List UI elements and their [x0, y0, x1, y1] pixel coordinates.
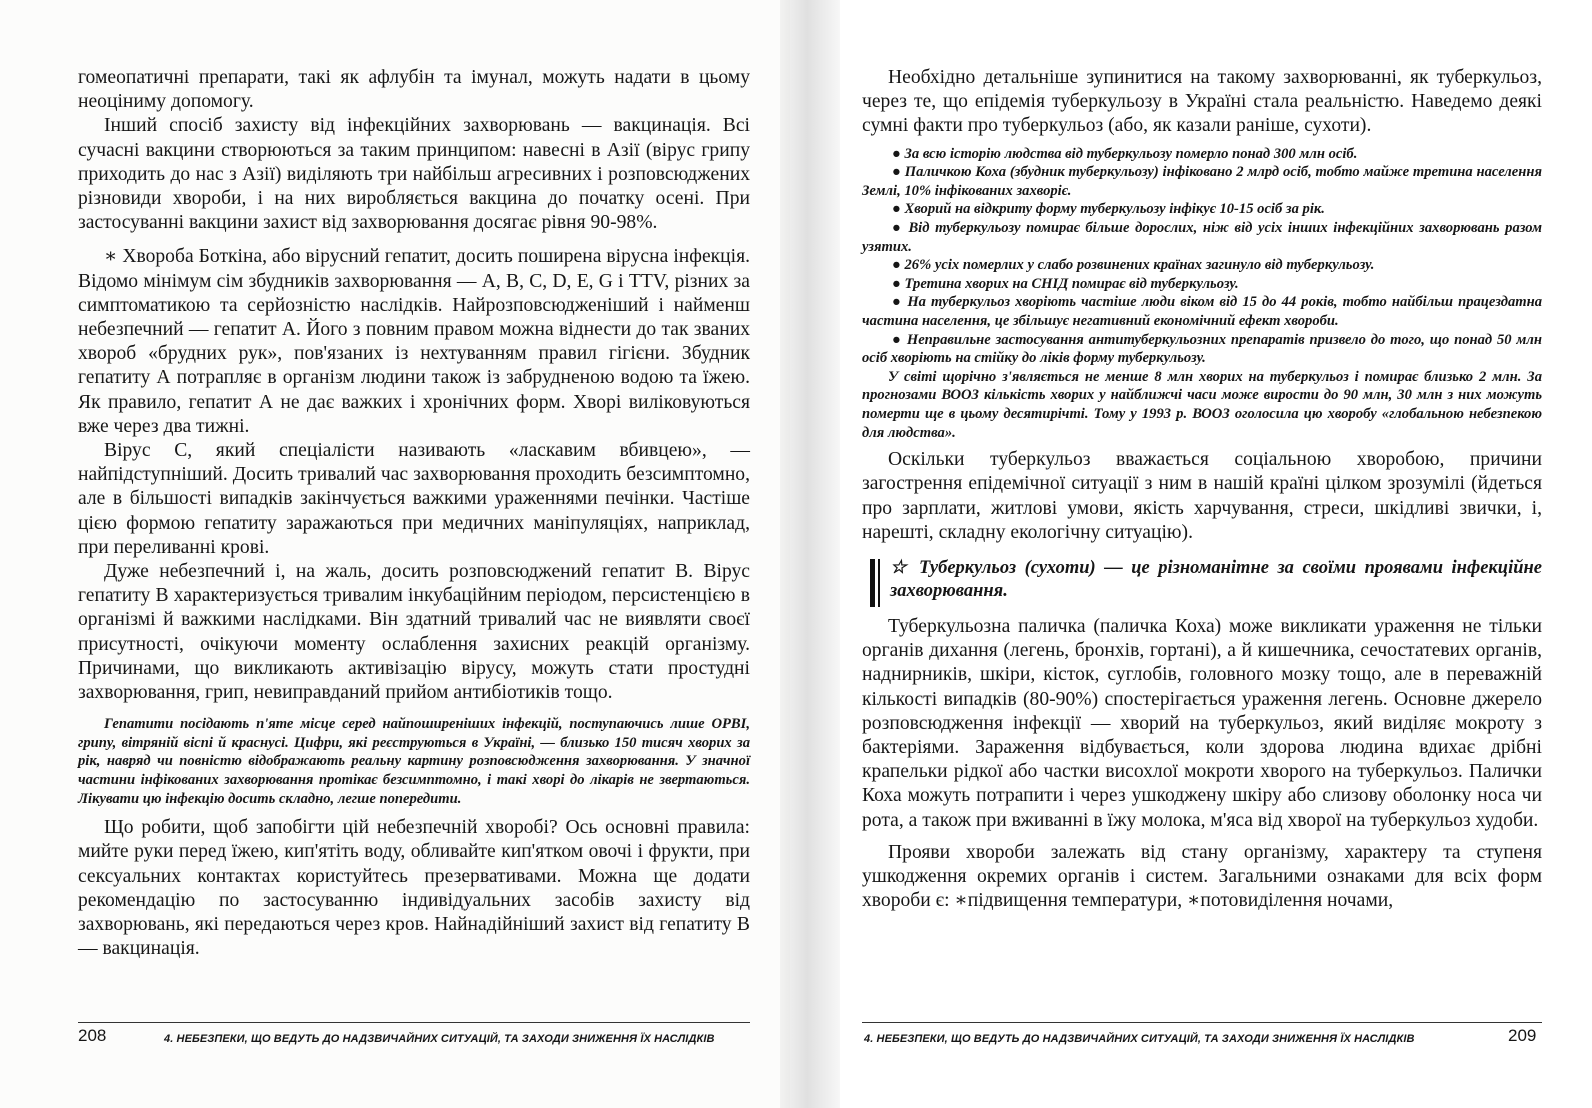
left-running-title-wrap [164, 1029, 715, 1047]
paragraph-prevention: Що робити, щоб запобігти цій небезпечній хворобі? Ось основні правила: мийте руки перед їжею, кип'ятіть воду, обливайте кип'ятком овочі і фрукти, при сексуальних контактах користуйтесь презервативами. Можна ще додати рекомендацію по застосуванню індивідуальних засобів захисту від захворювань, які передаються через кров. Найнадійніший захист від гепатиту В — вакцинація. [78, 817, 750, 960]
definition-text: ☆ Туберкульоз (сухоти) — це різноманітне за своїми проявами інфекційне захворювання. [890, 557, 1542, 601]
left-text-column [78, 66, 750, 961]
fact-item: ● На туберкульоз хворіють частіше люди віком від 15 до 44 років, тобто найбільш працездатна частина населення, це збільшує негативний економічний ефект хвороби. [862, 293, 1542, 330]
paragraph-hepatitis-b: Дуже небезпечний і, на жаль, досить розповсюджений гепатит В. Вірус гепатиту В характеризується тривалим інкубаційним періодом, персистенцією в організмі й важкими наслідками. Він здатний тривалий час не виявляти своєї присутності, очікуючи моменту ослаблення захисних реакцій організму. Причинами, що викликають активізацію вірусу, можуть стати простудні захворювання, грип, невиправданий прийом антибіотиків тощо. [78, 561, 750, 704]
paragraph-vaccination: Інший спосіб захисту від інфекційних захворювань — вакцинація. Всі сучасні вакцини створюються за таким принципом: навесні в Азії (вірус грипу приходить до нас з Азії) виділяють три найбільш агресивних і розповсюджених різновиди хвороби, і на них виробляється вакцина до початку осені. При застосуванні вакцини захист від захворювання досягає рівня 90-98%. [78, 115, 750, 234]
paragraph-bacillus: Туберкульозна паличка (паличка Коха) може викликати ураження не тільки органів дихання (легень, бронхів, гортані), а й кишечника, сечостатевих органів, наднирників, шкіри, кісток, суглобів, головного мозку тощо, але в переважній кількості випадків (80-90%) спостерігається ураження легень. Основне джерело розповсюдження інфекції — хворий на туберкульоз, який виділяє мокроту з бактеріями. Зараження відбувається, коли здорова людина вдихає дрібні крапельки рідкої або частки висохлої мокроти хворого на туберкульоз. Палички Коха можуть потрапити і через ушкоджену шкіру або слизову оболонку носа чи рота, а також при вживанні в їжу молока, м'яса від хворої на туберкульоз худоби. [862, 615, 1542, 831]
left-footer [78, 1026, 106, 1046]
right-footer [1508, 1026, 1536, 1046]
page-number: 209 [1508, 1026, 1537, 1045]
fact-item: ● Паличкою Коха (збудник туберкульозу) інфіковано 2 млрд осіб, тобто майже третина населення Землі, 10% інфікованих захворіє. [862, 163, 1542, 200]
fact-item: ● Хворий на відкриту форму туберкульозу інфікує 10-15 осіб за рік. [862, 200, 1542, 219]
fact-item: ● Третина хворих на СНІД помирає від туберкульозу. [862, 275, 1542, 294]
footer-rule [862, 1022, 1542, 1023]
paragraph-social-disease: Оскільки туберкульоз вважається соціальною хворобою, причини загострення епідемічної ситуації з ним в нашій країні цілком зрозумілі (йдеться про зарплати, житлові умови, якість харчування, стреси, шкідливі звички, і, нарешті, складну екологічну ситуацію). [862, 449, 1542, 543]
definition-bar-thin [878, 559, 880, 607]
fact-item: ● Від туберкульозу помирає більше дорослих, ніж від усіх інших інфекційних захворювань разом узятих. [862, 219, 1542, 256]
running-title: 4. НЕБЕЗПЕКИ, ЩО ВЕДУТЬ ДО НАДЗВИЧАЙНИХ СИТУАЦІЙ, ТА ЗАХОДИ ЗНИЖЕННЯ ЇХ НАСЛІДКІВ [164, 1033, 715, 1045]
page-number: 208 [78, 1026, 107, 1045]
left-page [0, 0, 790, 1108]
footer-rule [78, 1022, 750, 1023]
fact-item: ● 26% усіх померлих у слабо розвинених країнах загинуло від туберкульозу. [862, 256, 1542, 275]
tuberculosis-facts-list [862, 145, 1542, 443]
fact-item: ● За всю історію людства від туберкульозу померло понад 300 млн осіб. [862, 145, 1542, 164]
hepatitis-note: Гепатити посідають п'яте місце серед найпоширеніших інфекцій, поступаючись лише ОРВІ, грипу, вітряній віспі й краснусі. Цифри, які реєструються в Україні, — близько 150 тисяч хворих за рік, навряд чи повністю відображають реальну картину розповсюдження захворювання. У значної частини інфікованих захворювання протікає безсимптомно, і такі хворі до лікарів не звертаються. Лікувати цю інфекцію досить складно, легше попередити. [78, 716, 750, 807]
paragraph-homeopathic: гомеопатичні препарати, такі як афлубін та імунал, можуть надати в цьому неоціниму допомогу. [78, 67, 750, 113]
fact-note: У світі щорічно з'являється не менше 8 млн хворих на туберкульоз і помирає близько 2 млн. За прогнозами ВООЗ кількість хворих у найближчі часи може вирости до 90 млн, 30 млн з них можуть померти ще в цьому десятирічті. Тому у 1993 р. ВООЗ оголосила цю хворобу «глобальною небезпекою для людства». [862, 368, 1542, 441]
paragraph-hepatitis-intro: ∗ Хвороба Боткіна, або вірусний гепатит, досить поширена вірусна інфекція. Відомо мінімум сім збудників захворювання — А, В, С, D, Е, G і TTV, різних за симптоматикою та серйозністю наслідків. Найрозповсюдженіший і найменш небезпечний — гепатит А. Його з повним правом можна віднести до так званих хвороб «брудних рук», пов'язаних із нехтуванням правил гігієни. Збудник гепатиту А потрапляє в організм людини також із забрудненою водою та їжею. Як правило, гепатит А не дає важких і хронічних форм. Хворі виліковуються вже через два тижні. [78, 246, 750, 437]
definition-bar [870, 559, 875, 607]
paragraph-hepatitis-c: Вірус С, який спеціалісти називають «ласкавим вбивцею», — найпідступніший. Досить тривалий час захворювання проходить безсимптомно, але в більшості випадків закінчується важкими ураженнями печінки. Частіше цією формою гепатиту заражаються при медичних маніпуляціях, наприклад, при переливанні крові. [78, 440, 750, 558]
running-title: 4. НЕБЕЗПЕКИ, ЩО ВЕДУТЬ ДО НАДЗВИЧАЙНИХ СИТУАЦІЙ, ТА ЗАХОДИ ЗНИЖЕННЯ ЇХ НАСЛІДКІВ [864, 1033, 1415, 1045]
right-text-column [862, 66, 1542, 913]
paragraph-symptoms: Прояви хвороби залежать від стану організму, характеру та ступеня ушкодження окремих органів і систем. Загальними ознаками для всіх форм хвороби є: ∗підвищення температури, ∗потовиділення ночами, [862, 841, 1542, 912]
right-running-title-wrap [864, 1029, 1415, 1047]
paragraph-tuberculosis-intro: Необхідно детальніше зупинитися на такому захворюванні, як туберкульоз, через те, що епідемія туберкульозу в Україні стала реальністю. Наведемо деякі сумні факти про туберкульоз (або, як казали раніше, сухоти). [862, 67, 1542, 137]
fact-item: ● Неправильне застосування антитуберкульозних препаратів призвело до того, що понад 50 млн осіб хворіють на стійку до ліків форму туберкульозу. [862, 331, 1542, 368]
definition-box [866, 557, 1542, 603]
